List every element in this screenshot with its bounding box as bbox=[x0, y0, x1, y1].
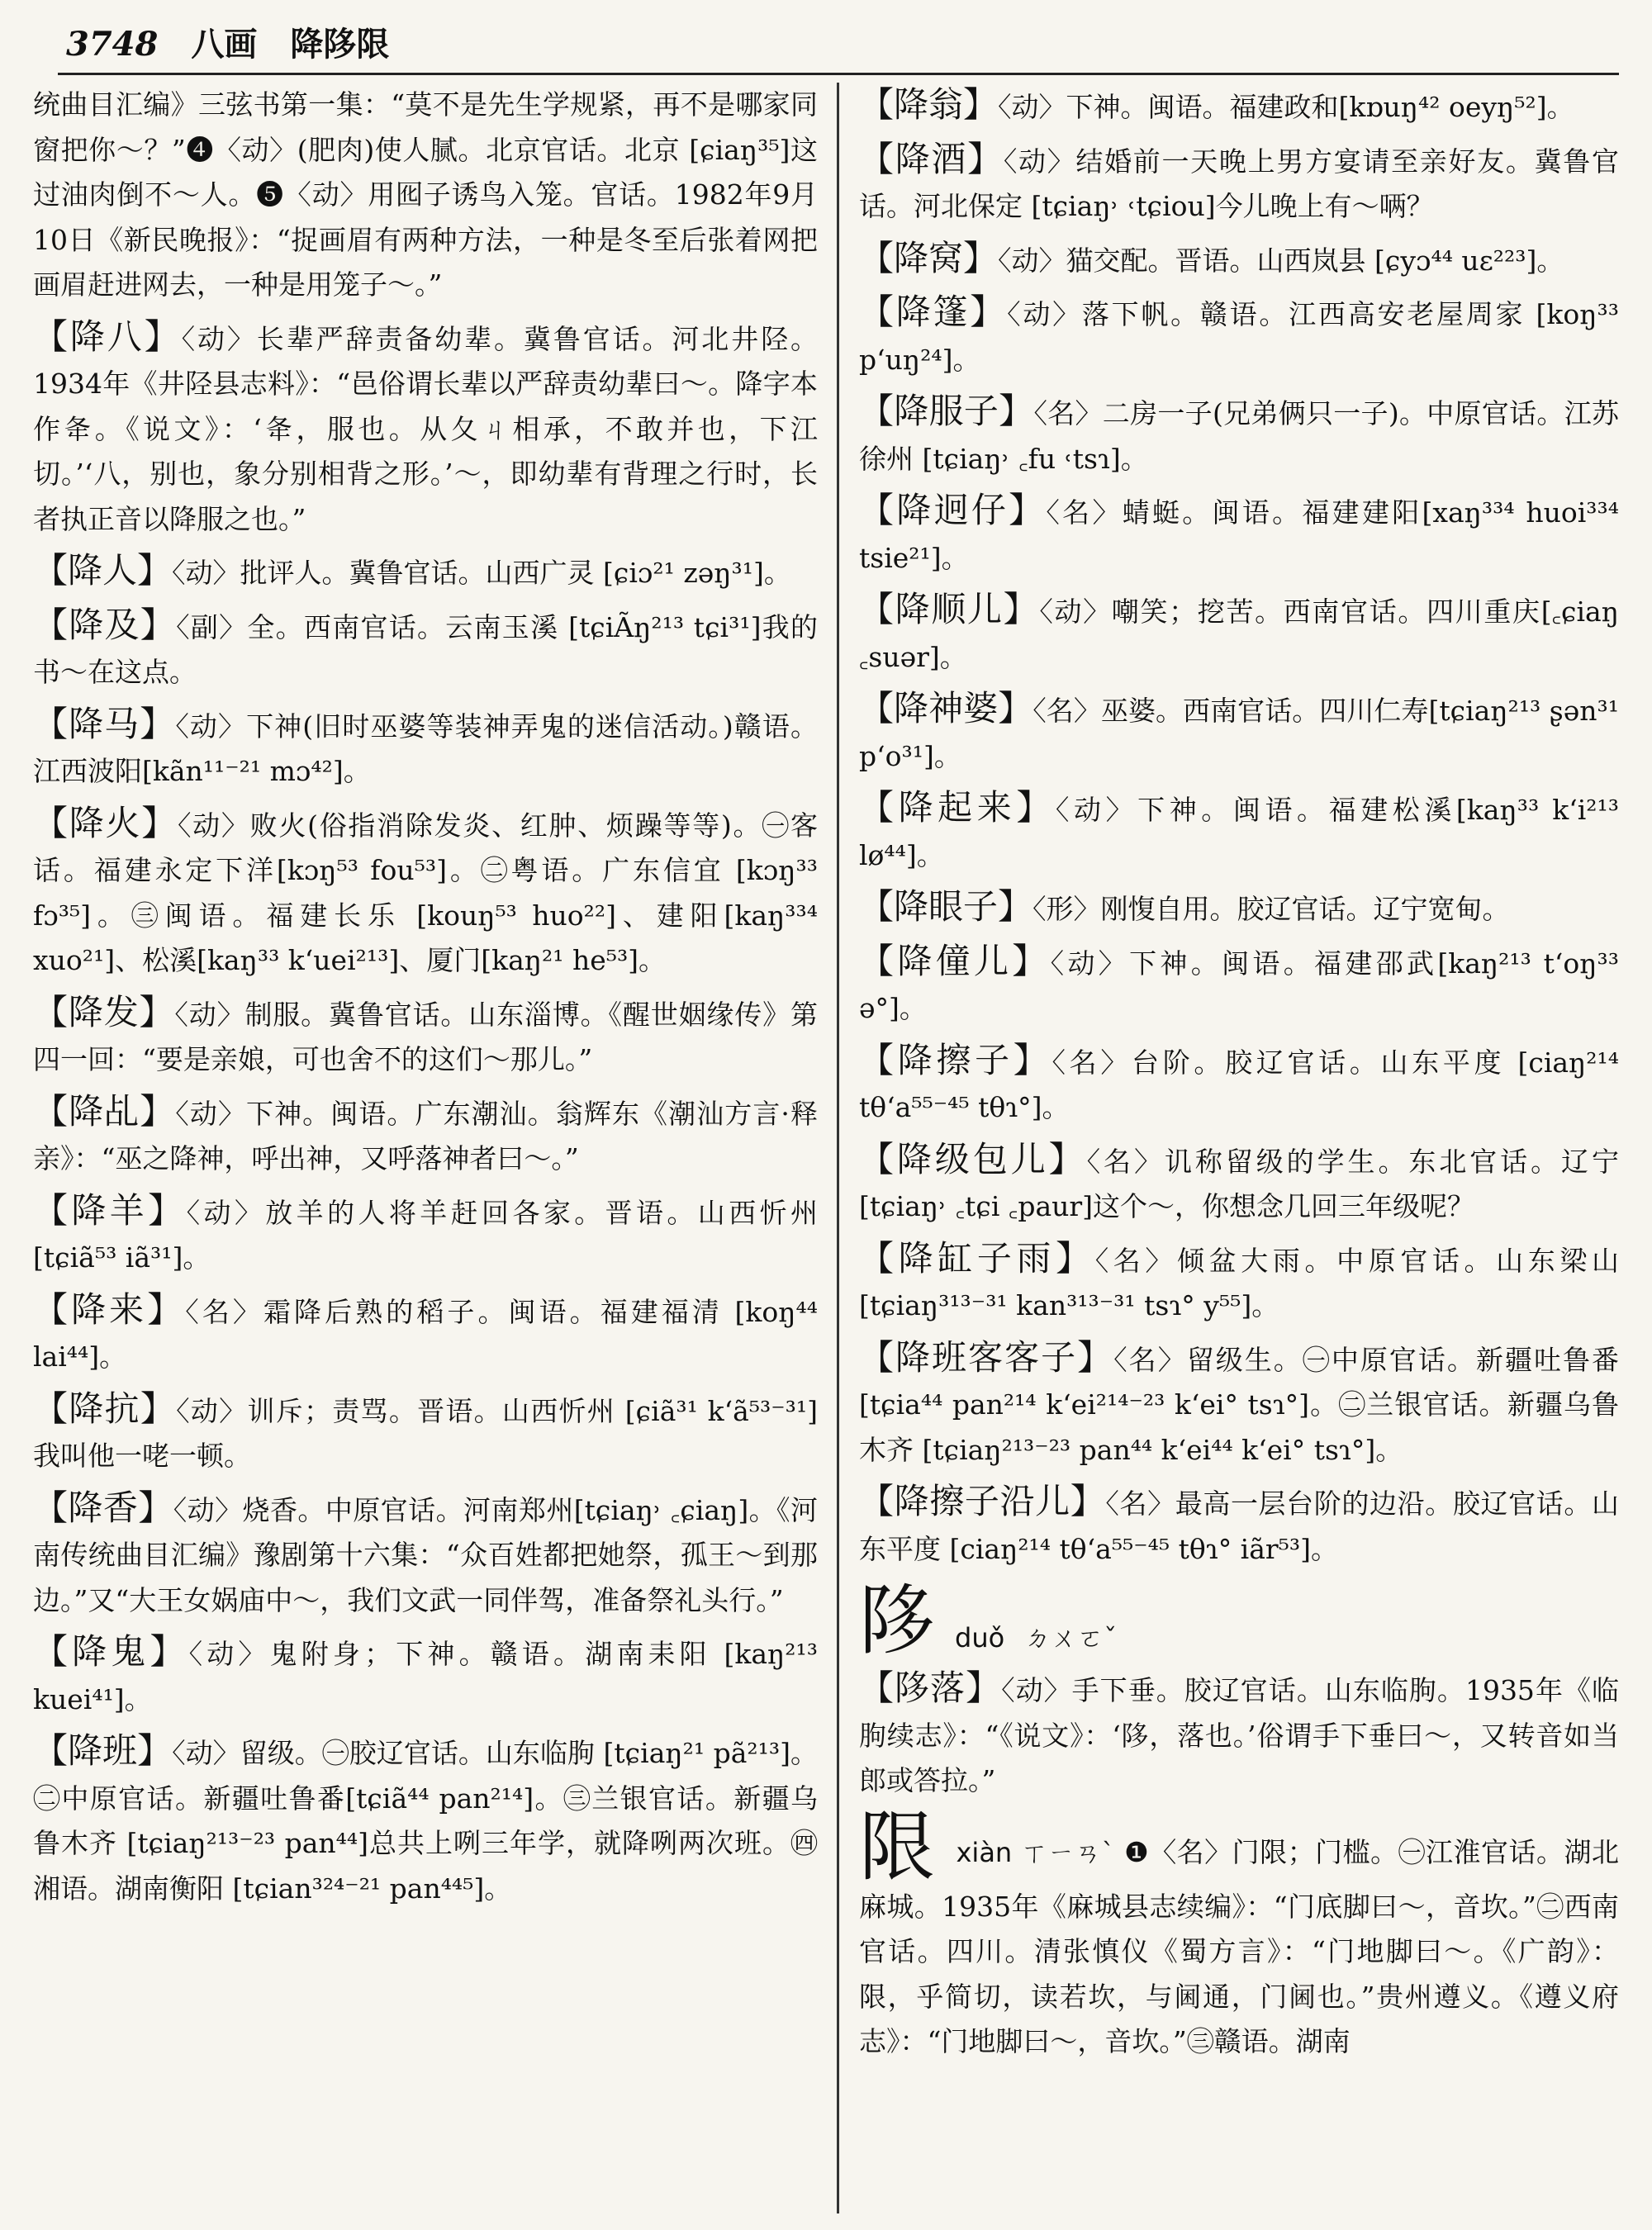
entry-text: 〈动〉下神(旧时巫婆等装神弄鬼的迷信活动。)赣语。江西波阳[kãn¹¹⁻²¹ mɔ⁴²]。 bbox=[33, 709, 818, 787]
headword: 【降班】 bbox=[33, 1730, 173, 1771]
entry-duo-luo bbox=[859, 1666, 1619, 1804]
entry-text: 〈名〉台阶。胶辽官话。山东平度 [ciaŋ²¹⁴ tθ‘a⁵⁵⁻⁴⁵ tθɿ°]。 bbox=[859, 1046, 1619, 1123]
entry-jiang-ren bbox=[33, 548, 818, 596]
pinyin: duǒ bbox=[955, 1622, 1005, 1654]
headword: 【降班客客子】 bbox=[859, 1336, 1114, 1378]
headword: 【降马】 bbox=[33, 703, 176, 744]
entry-text: 〈动〉制服。冀鲁官话。山东淄博。《醒世姻缘传》第四一回：“要是亲娘，可也舍不的这们～那儿。” bbox=[33, 998, 818, 1075]
headword: 【降酒】 bbox=[859, 138, 1004, 179]
headword: 【降乩】 bbox=[33, 1090, 176, 1132]
headword: 【降神婆】 bbox=[859, 688, 1033, 728]
right-column bbox=[859, 83, 1619, 2071]
headword: 【降眼子】 bbox=[859, 886, 1033, 927]
headword: 【降僮儿】 bbox=[859, 940, 1051, 981]
entry-jiang-qi-lai bbox=[859, 785, 1619, 878]
entry-text: 〈动〉鬼附身；下神。赣语。湖南耒阳 [kaŋ²¹³ kuei⁴¹]。 bbox=[33, 1638, 818, 1715]
entry-text: 〈动〉下神。闽语。福建松溪[kaŋ³³ k‘i²¹³ lø⁴⁴]。 bbox=[859, 794, 1619, 871]
entry-jiang-yang bbox=[33, 1189, 818, 1281]
head-character: 限 bbox=[859, 1802, 936, 1891]
headword: 【降火】 bbox=[33, 802, 178, 843]
entry-jiang-ba bbox=[33, 315, 818, 543]
entry-jiang-fa bbox=[33, 990, 818, 1083]
entry-text: 〈动〉嘲笑；挖苦。西南官话。四川重庆[꜀ɕiaŋ ꜀suər]。 bbox=[859, 595, 1619, 673]
entry-text: ❶〈名〉门限；门槛。㊀江淮官话。湖北麻城。1935年《麻城县志续编》：“门底脚曰～，音坎。”㊁西南官话。四川。清张慎仪《蜀方言》：“门地脚曰～。《广韵》：限，乎简切，读若坎，与阃通，门阃也。”贵州遵义。《遵义府志》：“门地脚曰～，音坎。”㊂赣语。湖南 bbox=[859, 1835, 1619, 2057]
entry-text: 〈名〉巫婆。西南官话。四川仁寿[tɕiaŋ²¹³ ʂən³¹ p‘o³¹]。 bbox=[859, 695, 1619, 772]
entry-text: 〈名〉最高一层台阶的边沿。胶辽官话。山东平度 [ciaŋ²¹⁴ tθ‘a⁵⁵⁻⁴⁵ tθɿ° iãr⁵³]。 bbox=[859, 1487, 1619, 1565]
headword: 【陊落】 bbox=[859, 1668, 1002, 1708]
entry-text: 〈副〉全。西南官话。云南玉溪 [tɕiÃŋ²¹³ tɕi³¹]我的书～在这点。 bbox=[33, 610, 818, 688]
zhuyin: ㄉㄨㄛˇ bbox=[1024, 1622, 1118, 1654]
entry-jiang-ban bbox=[33, 1729, 818, 1911]
entry-jiang-ca-zi-yan-er bbox=[859, 1479, 1619, 1572]
entry-continuation bbox=[33, 83, 818, 308]
headword: 【降羊】 bbox=[33, 1189, 187, 1231]
entry-text: 〈名〉霜降后熟的稻子。闽语。福建福清 [koŋ⁴⁴ lai⁴⁴]。 bbox=[33, 1295, 818, 1373]
entry-jiang-ji bbox=[33, 603, 818, 695]
headword: 【降八】 bbox=[33, 316, 182, 357]
headword: 【降级包儿】 bbox=[859, 1138, 1087, 1179]
headword: 【降香】 bbox=[33, 1487, 173, 1528]
entry-text: 〈动〉败火(俗指消除发炎、红肿、烦躁等等)。㊀客话。福建永定下洋[kɔŋ⁵³ fou⁵³]。㊁粤语。广东信宜 [kɔŋ³³ fɔ³⁵]。㊂闽语。福建长乐 [kouŋ⁵³ huo²²]、建阳[kaŋ³³⁴ xuo²¹]、松溪[kaŋ³³ k‘uei²¹³]、厦门[kaŋ²¹ he⁵³]。 bbox=[33, 809, 818, 976]
entry-jiang-xiang bbox=[33, 1486, 818, 1624]
header-rule bbox=[58, 73, 1619, 75]
entry-text: 〈名〉蜻蜓。闽语。福建建阳[xaŋ³³⁴ huoi³³⁴ tsie²¹]。 bbox=[859, 496, 1619, 574]
entry-jiang-shun-er bbox=[859, 587, 1619, 680]
entry-text: 〈动〉落下帆。赣语。江西高安老屋周家 [koŋ³³ p‘uŋ²⁴]。 bbox=[859, 298, 1619, 376]
entry-jiang-peng bbox=[859, 290, 1619, 382]
entry-text: 统曲目汇编》三弦书第一集：“莫不是先生学规紧，再不是哪家同窗把你～？”❹〈动〉(肥肉)使人腻。北京官话。北京 [ɕiaŋ³⁵]这过油肉倒不～人。❺〈动〉用囮子诱鸟入笼。官话。1982年9月10日《新民晚报》：“捉画眉有两种方法，一种是冬至后张着网把画眉赶进网去，一种是用笼子～。” bbox=[33, 88, 818, 301]
entry-jiang-gang-zi-yu bbox=[859, 1236, 1619, 1329]
headword: 【降顺儿】 bbox=[859, 589, 1040, 629]
entry-text: 〈名〉倾盆大雨。中原官话。山东梁山 [tɕiaŋ³¹³⁻³¹ kan³¹³⁻³¹ tsɿ° y⁵⁵]。 bbox=[859, 1244, 1619, 1321]
entry-text: 〈动〉批评人。冀鲁官话。山西广灵 [ɕiɔ²¹ zəŋ³¹]。 bbox=[172, 557, 791, 589]
entry-jiang-jiu bbox=[859, 137, 1619, 230]
entry-text: 〈动〉放羊的人将羊赶回各家。晋语。山西忻州 [tɕiã⁵³ iã³¹]。 bbox=[33, 1196, 818, 1274]
entry-text: 〈动〉手下垂。胶辽官话。山东临朐。1935年《临朐续志》：“《说文》：‘陊，落也。’俗谓手下垂曰～，又转音如当郎或答拉。” bbox=[859, 1674, 1619, 1796]
entry-jiang-yan-zi bbox=[859, 885, 1619, 932]
entry-jiang-huo bbox=[33, 801, 818, 984]
entry-xian bbox=[859, 1802, 1619, 2065]
entry-jiang-gui bbox=[33, 1630, 818, 1722]
headword: 【降服子】 bbox=[859, 391, 1034, 431]
headword: 【降起来】 bbox=[859, 787, 1056, 828]
entry-jiang-tong-er bbox=[859, 939, 1619, 1032]
headword: 【降鬼】 bbox=[33, 1631, 189, 1672]
headword: 【降来】 bbox=[33, 1288, 186, 1330]
entry-text: 〈名〉留级生。㊀中原官话。新疆吐鲁番 [tɕia⁴⁴ pan²¹⁴ k‘ei²¹⁴⁻²³ k‘ei° tsɿ°]。㊁兰银官话。新疆乌鲁木齐 [tɕiaŋ²¹³⁻²³ pan⁴⁴ k‘ei⁴⁴ k‘ei° tsɿ°]。 bbox=[859, 1343, 1619, 1466]
entry-jiang-ca-zi bbox=[859, 1038, 1619, 1131]
entry-text: 〈动〉猫交配。晋语。山西岚县 [ɕyɔ⁴⁴ uɛ²²³]。 bbox=[998, 244, 1564, 277]
entry-text: 〈动〉下神。闽语。福建政和[kɒuŋ⁴² oeyŋ⁵²]。 bbox=[998, 91, 1574, 123]
column-divider bbox=[837, 83, 839, 2213]
page-characters: 降陊限 bbox=[290, 25, 390, 64]
entry-jiang-shen-po bbox=[859, 686, 1619, 779]
page-header bbox=[66, 18, 1619, 76]
headword: 【降缸子雨】 bbox=[859, 1237, 1095, 1279]
headword: 【降及】 bbox=[33, 604, 177, 645]
entry-jiang-ma bbox=[33, 702, 818, 795]
entry-text: 〈名〉二房一子(兄弟俩只一子)。中原官话。江苏徐州 [tɕiaŋ˒ ꜀fu ˓tsɿ]。 bbox=[859, 397, 1619, 475]
entry-text: 〈动〉烧香。中原官话。河南郑州[tɕiaŋ˒ ꜀ɕiaŋ]。《河南传统曲目汇编》豫剧第十六集：“众百姓都把她祭，孤王～到那边。”又“大王女娲庙中～，我们文武一同伴驾，准备祭礼头行。” bbox=[33, 1493, 818, 1616]
entry-text: 〈名〉讥称留级的学生。东北官话。辽宁[tɕiaŋ˒ ꜀tɕi ꜀paur]这个～，你想念几回三年级呢？ bbox=[859, 1145, 1619, 1222]
head-character: 陊 bbox=[859, 1577, 936, 1665]
entry-text: 〈动〉训斥；责骂。晋语。山西忻州 [ɕiã³¹ k‘ã⁵³⁻³¹]我叫他一咾一顿。 bbox=[33, 1394, 818, 1472]
entry-text: 〈动〉下神。闽语。福建邵武[kaŋ²¹³ t‘oŋ³³ ə°]。 bbox=[859, 947, 1619, 1024]
headword: 【降窝】 bbox=[859, 237, 999, 278]
character-heading-duo bbox=[859, 1577, 1619, 1665]
headword: 【降擦子沿儿】 bbox=[859, 1481, 1106, 1521]
entry-text: 〈动〉留级。㊀胶辽官话。山东临朐 [tɕiaŋ²¹ pã²¹³]。㊁中原官话。新疆吐鲁番[tɕiã⁴⁴ pan²¹⁴]。㊂兰银官话。新疆乌鲁木齐 [tɕiaŋ²¹³⁻²³ pan⁴⁴]总共上咧三年学，就降咧两次班。㊃湘语。湖南衡阳 [tɕian³²⁴⁻²¹ pan⁴⁴⁵]。 bbox=[33, 1737, 818, 1905]
headword: 【降发】 bbox=[33, 991, 175, 1032]
pinyin: xiàn bbox=[956, 1836, 1013, 1868]
page-number: 3748 bbox=[66, 25, 159, 64]
entry-jiang-weng bbox=[859, 83, 1619, 130]
stroke-count-label: 八画 bbox=[191, 25, 258, 64]
entry-jiang-lai bbox=[33, 1288, 818, 1380]
headword: 【降人】 bbox=[33, 550, 173, 591]
entry-jiang-ban-ke-ke-zi bbox=[859, 1336, 1619, 1473]
headword: 【降擦子】 bbox=[859, 1039, 1052, 1080]
entry-jiang-fu-zi bbox=[859, 389, 1619, 482]
entry-text: 〈动〉长辈严辞责备幼辈。冀鲁官话。河北井陉。1934年《井陉县志料》：“邑俗谓长辈以严辞责幼辈曰～。降字本作夅。《说文》：‘夅，服也。从夂ㄐ相承，不敢并也，下江切。’‘八，别也，象分别相背之形。’～，即幼辈有背理之行时，长者执正音以降服之也。” bbox=[33, 322, 818, 535]
entry-text: 〈动〉结婚前一天晚上男方宴请至亲好友。冀鲁官话。河北保定 [tɕiaŋ˒ ˓tɕiou]今儿晚上有～唡？ bbox=[859, 145, 1619, 222]
left-column bbox=[33, 83, 818, 1918]
entry-jiang-ji-bao-er bbox=[859, 1137, 1619, 1230]
entry-jiang-jiong-zai bbox=[859, 488, 1619, 581]
entry-jiang-wo bbox=[859, 236, 1619, 284]
headword: 【降迥仔】 bbox=[859, 490, 1047, 530]
headword: 【降翁】 bbox=[859, 84, 999, 125]
headword: 【降抗】 bbox=[33, 1388, 177, 1429]
entry-text: 〈形〉刚愎自用。胶辽官话。辽宁宽甸。 bbox=[1032, 893, 1510, 925]
zhuyin: ㄒㄧㄢˋ bbox=[1021, 1836, 1116, 1868]
entry-text: 〈动〉下神。闽语。广东潮汕。翁辉东《潮汕方言·释亲》：“巫之降神，呼出神，又呼落神者曰～。” bbox=[33, 1097, 818, 1174]
entry-jiang-ji-2 bbox=[33, 1089, 818, 1182]
entry-jiang-kang bbox=[33, 1387, 818, 1479]
headword: 【降篷】 bbox=[859, 292, 1008, 332]
